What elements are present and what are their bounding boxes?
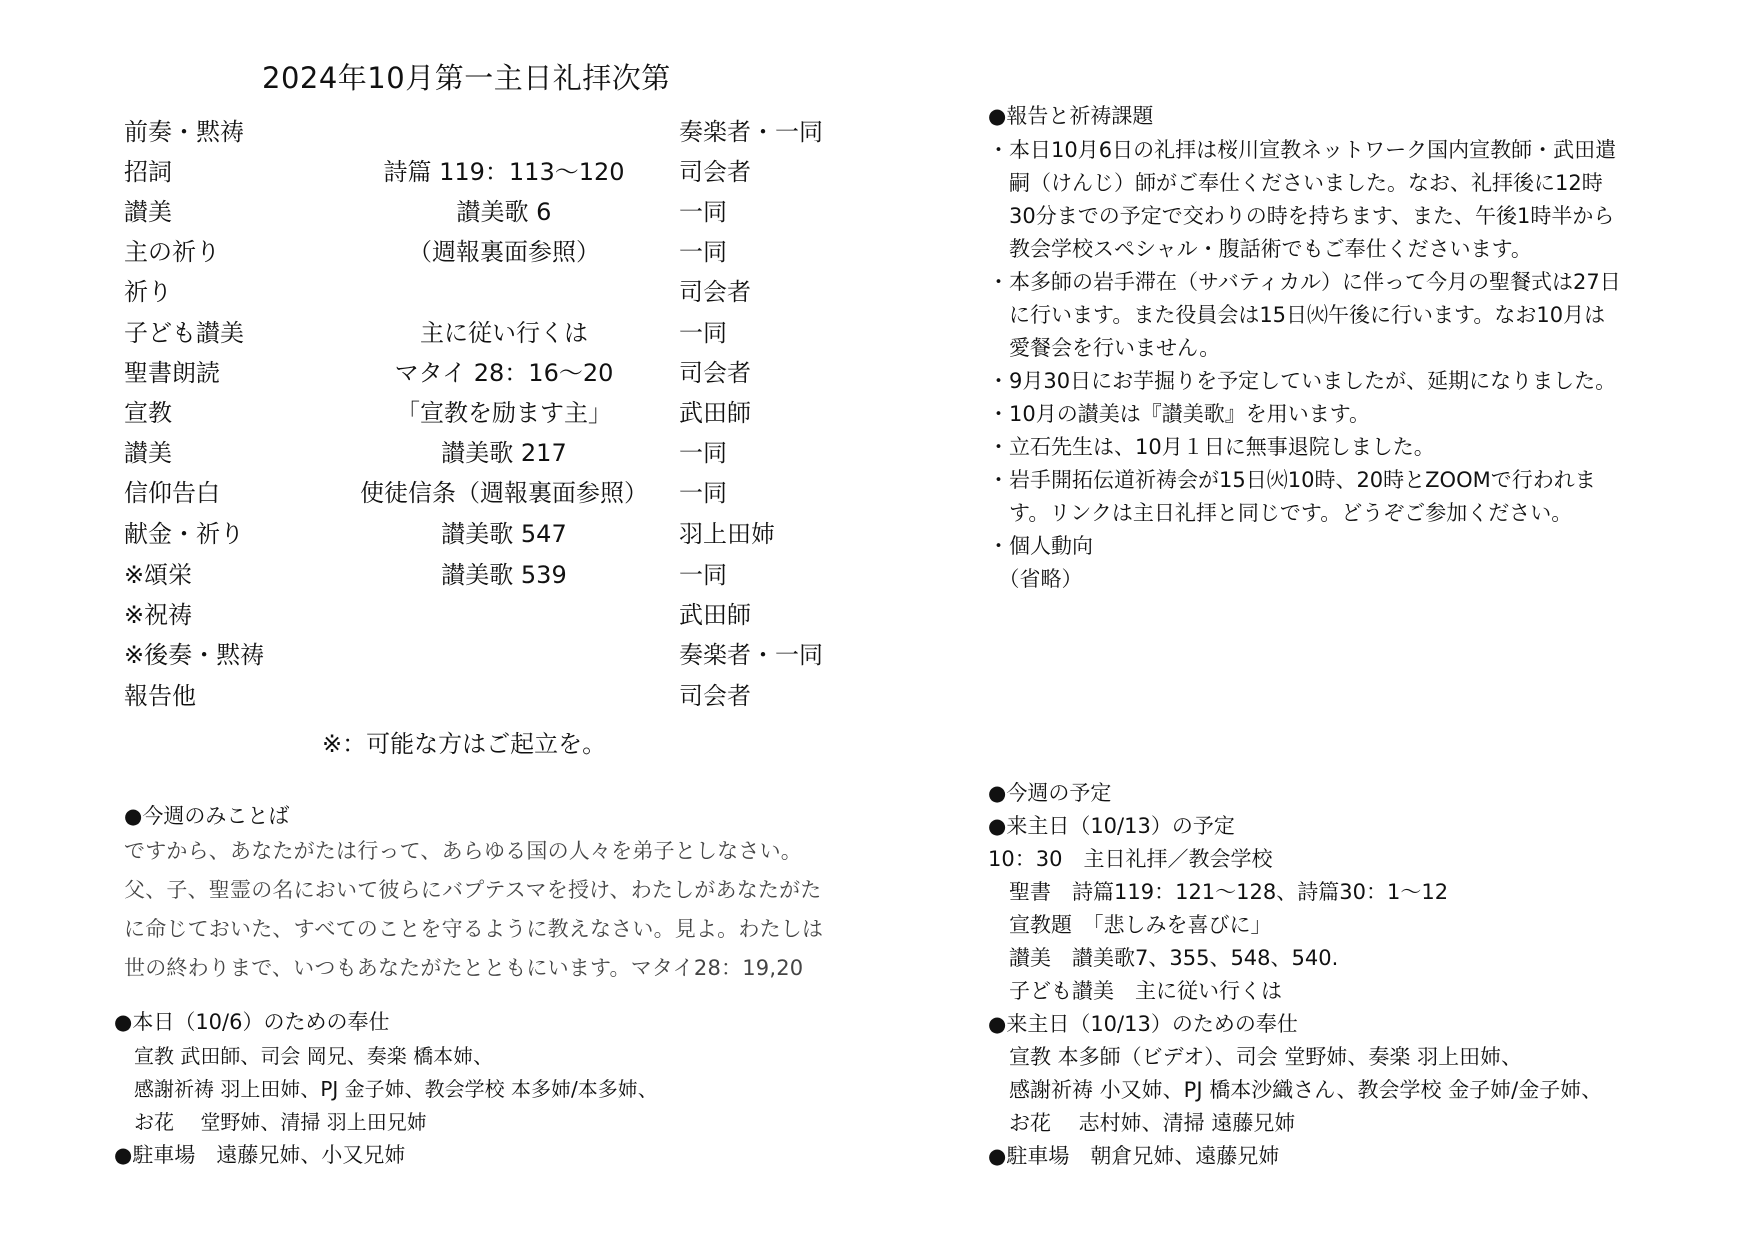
order-person: 羽上田姉	[679, 520, 775, 548]
order-person: 司会者	[679, 278, 751, 306]
order-item: 聖書朗読	[124, 359, 220, 387]
order-content: 詩篇 119：113～120	[383, 158, 625, 186]
order-item: ※祝祷	[124, 601, 193, 629]
order-content: 讃美歌 539	[441, 561, 567, 589]
order-content: 讃美歌 547	[441, 520, 567, 548]
order-item: 前奏・黙祷	[124, 118, 244, 146]
order-row	[124, 595, 864, 635]
order-person: 一同	[679, 439, 727, 467]
order-row	[124, 353, 864, 393]
order-person: 一同	[679, 479, 727, 507]
today-parking: ●駐車場 遠藤兄姉、小又兄姉	[114, 1143, 406, 1167]
order-content: 讃美歌 217	[441, 439, 567, 467]
order-row	[124, 514, 864, 554]
report-heading: ●報告と祈祷課題	[988, 104, 1154, 128]
order-row	[124, 192, 864, 232]
order-content: マタイ 28：16～20	[394, 359, 614, 387]
next-service-line: 感謝祈祷 小又姉、PJ 橋本沙織さん、教会学校 金子姉/金子姉、	[988, 1078, 1603, 1102]
today-service-heading: ●本日（10/6）のための奉仕	[114, 1010, 390, 1034]
order-item: 祈り	[124, 278, 172, 306]
report-line: ・9月30日にお芋掘りを予定していましたが、延期になりました。	[988, 369, 1617, 393]
report-line: に行います。また役員会は15日㈫午後に行います。なお10月は	[988, 303, 1606, 327]
next-service-heading: ●来主日（10/13）のための奉仕	[988, 1012, 1298, 1036]
next-service-line: お花 志村姉、清掃 遠藤兄姉	[988, 1111, 1296, 1135]
order-item: 信仰告白	[124, 479, 220, 507]
order-person: 司会者	[679, 359, 751, 387]
page-title: 2024年10月第一主日礼拝次第	[262, 61, 671, 95]
order-person: 一同	[679, 319, 727, 347]
schedule-line: 讃美 讃美歌7、355、548、540.	[988, 946, 1339, 970]
order-person: 武田師	[679, 601, 751, 629]
report-line: ・岩手開拓伝道祈祷会が15日㈫10時、20時とZOOMで行われま	[988, 468, 1596, 492]
order-item: 宣教	[124, 399, 172, 427]
order-person: 一同	[679, 238, 727, 266]
schedule-line: 子ども讃美 主に従い行くは	[988, 979, 1282, 1003]
order-row	[124, 272, 864, 312]
order-row	[124, 152, 864, 192]
order-item: ※後奏・黙祷	[124, 641, 265, 669]
order-person: 司会者	[679, 158, 751, 186]
report-line: す。リンクは主日礼拝と同じです。どうぞご参加ください。	[988, 501, 1573, 525]
order-content: （週報裏面参照）	[408, 238, 600, 266]
order-row	[124, 473, 864, 513]
report-line: ・個人動向	[988, 534, 1093, 558]
report-line: 愛餐会を行いません。	[988, 336, 1221, 360]
order-row	[124, 676, 864, 716]
today-service-line: 宣教 武田師、司会 岡兄、奏楽 橋本姉、	[134, 1044, 494, 1068]
stand-note: ※：可能な方はご起立を。	[322, 730, 607, 758]
order-item: 讃美	[124, 439, 172, 467]
order-item: 献金・祈り	[124, 520, 244, 548]
report-line: 嗣（けんじ）師がご奉仕くださいました。なお、礼拝後に12時	[988, 171, 1603, 195]
report-line: ・10月の讃美は『讃美歌』を用います。	[988, 402, 1371, 426]
verse-line: に命じておいた、すべてのことを守るように教えなさい。見よ。わたしは	[124, 917, 824, 941]
report-line: 教会学校スペシャル・腹話術でもご奉仕くださいます。	[988, 237, 1532, 261]
order-content: 使徒信条（週報裏面参照）	[360, 479, 648, 507]
report-line: 30分までの予定で交わりの時を持ちます、また、午後1時半から	[988, 204, 1615, 228]
schedule-heading: ●今週の予定	[988, 781, 1112, 805]
verse-line: ですから、あなたがたは行って、あらゆる国の人々を弟子としなさい。	[124, 839, 802, 863]
verse-line: 世の終わりまで、いつもあなたがたとともにいます。マタイ28：19,20	[124, 956, 804, 980]
next-sunday-heading: ●来主日（10/13）の予定	[988, 814, 1235, 838]
verse-line: 父、子、聖霊の名において彼らにバプテスマを授け、わたしがあなたがた	[124, 878, 822, 902]
today-service-line: お花 堂野姉、清掃 羽上田兄姉	[134, 1110, 427, 1134]
order-person: 奏楽者・一同	[679, 641, 823, 669]
order-row	[124, 635, 864, 675]
order-row	[124, 433, 864, 473]
order-item: 讃美	[124, 198, 172, 226]
order-item: 主の祈り	[124, 238, 220, 266]
today-service-line: 感謝祈祷 羽上田姉、PJ 金子姉、教会学校 本多姉/本多姉、	[134, 1077, 658, 1101]
schedule-line: 聖書 詩篇119：121～128、詩篇30：1～12	[988, 880, 1449, 904]
schedule-line: 10：30 主日礼拝／教会学校	[988, 847, 1273, 871]
order-person: 一同	[679, 198, 727, 226]
order-person: 奏楽者・一同	[679, 118, 823, 146]
order-item: 報告他	[124, 682, 196, 710]
order-row	[124, 112, 864, 152]
report-line: （省略）	[988, 567, 1083, 591]
order-content: 讃美歌 6	[456, 198, 552, 226]
report-line: ・本多師の岩手滞在（サバティカル）に伴って今月の聖餐式は27日	[988, 270, 1621, 294]
report-line: ・本日10月6日の礼拝は桜川宣教ネットワーク国内宣教師・武田遣	[988, 138, 1617, 162]
order-item: ※頌栄	[124, 561, 193, 589]
schedule-line: 宣教題 「悲しみを喜びに」	[988, 913, 1272, 937]
order-content: 主に従い行くは	[420, 319, 588, 347]
order-item: 子ども讃美	[124, 319, 244, 347]
order-row	[124, 313, 864, 353]
order-item: 招詞	[124, 158, 172, 186]
order-row	[124, 232, 864, 272]
next-parking: ●駐車場 朝倉兄姉、遠藤兄姉	[988, 1144, 1280, 1168]
order-content: 「宣教を励ます主」	[396, 399, 612, 427]
order-person: 一同	[679, 561, 727, 589]
order-person: 武田師	[679, 399, 751, 427]
word-heading: ●今週のみことば	[124, 804, 290, 828]
order-row	[124, 393, 864, 433]
order-person: 司会者	[679, 682, 751, 710]
report-line: ・立石先生は、10月１日に無事退院しました。	[988, 435, 1435, 459]
order-row	[124, 555, 864, 595]
next-service-line: 宣教 本多師（ビデオ）、司会 堂野姉、奏楽 羽上田姉、	[988, 1045, 1523, 1069]
